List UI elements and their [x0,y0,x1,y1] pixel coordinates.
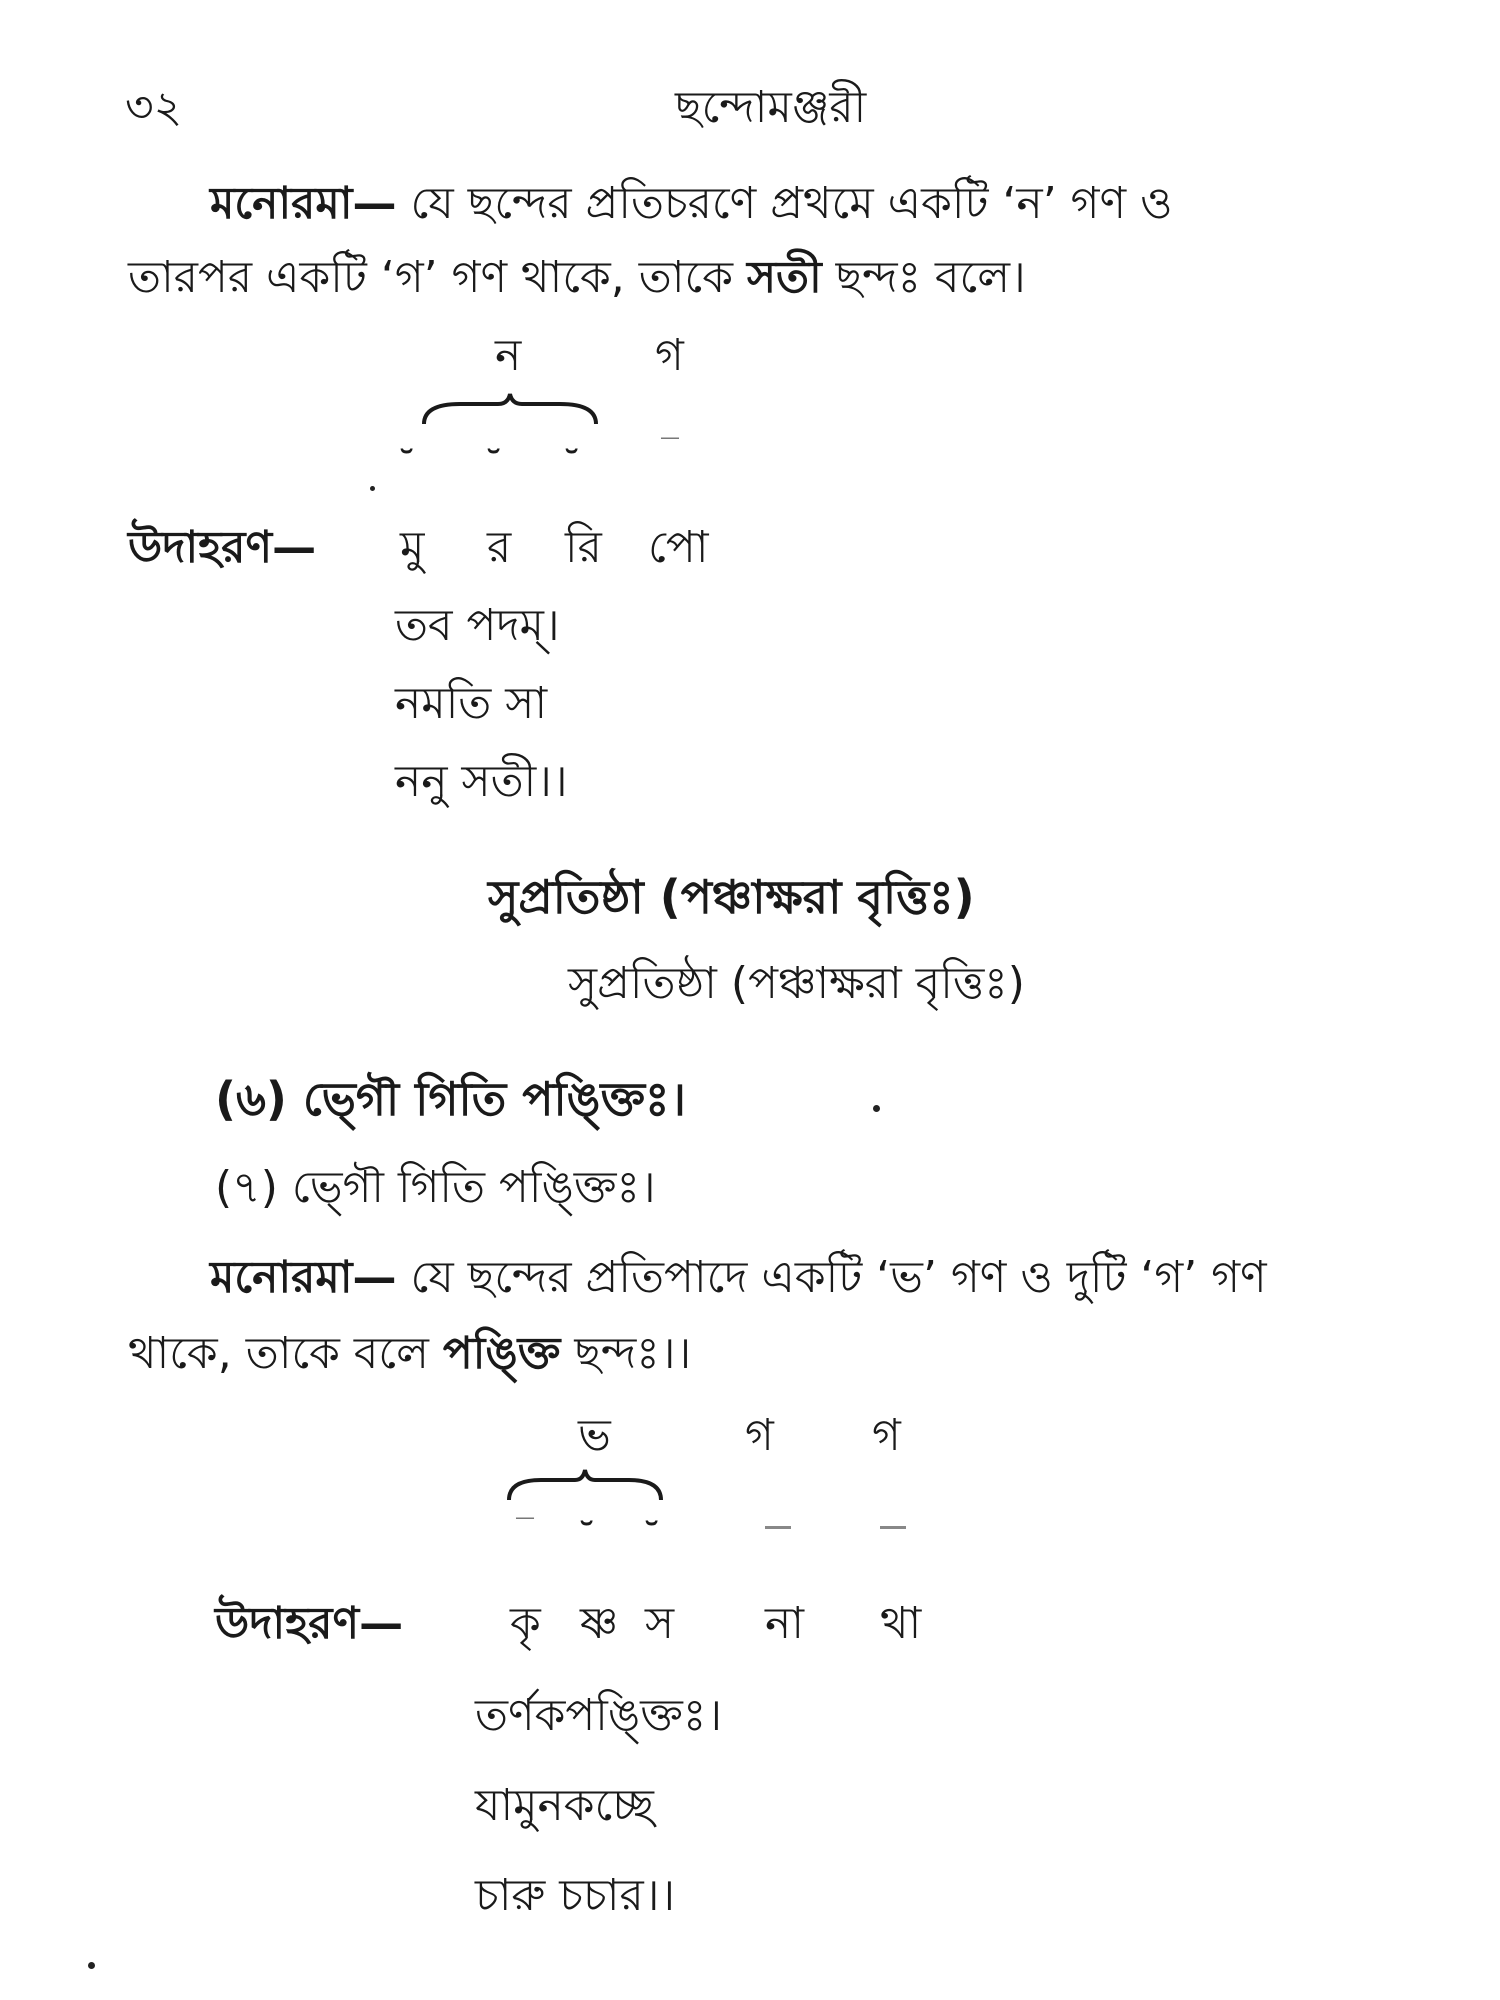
long-mark: — [515,1505,535,1529]
gana-brace [505,1468,665,1504]
section-title-bengali: সুপ্রতিষ্ঠা (পঞ্চাক্ষরা বৃত্তিঃ) [568,958,1025,1009]
gana-ga-label-2: গ [872,1410,901,1461]
section-title-sanskrit: সুপ্রতিষ্ঠা (পঞ্চাক্ষরা বৃত্তিঃ) [488,870,975,924]
sati-verse-line-4: ননু সতী।। [395,756,568,807]
sati-syllable-1: মু [400,522,425,573]
pankti-verse-line-2: তর্ণকপঙ্ক্তিঃ। [475,1690,723,1741]
short-mark-1: ⏑ [400,428,414,474]
print-speck [370,486,375,491]
sati-syllable-3: রি [565,522,602,573]
pankti-verse-line-3: যামুনকচ্ছে [475,1780,654,1831]
pankti-para-text2b: ছন্দঃ।। [560,1328,692,1379]
pankti-para-text1: যে ছন্দের প্রতিপাদে একটি ‘ভ’ গণ ও দুটি ‘গ’ গণ [396,1252,1267,1303]
short-mark-2: ⏑ [487,428,501,474]
sati-verse-line-2: তব পদম্। [395,600,560,651]
gana-na-label: ন [495,330,522,381]
pankti-syllable-4: না [765,1598,805,1649]
sati-para-text1: যে ছন্দের প্রতিচরণে প্রথমে একটি ‘ন’ গণ ও [396,178,1173,229]
gana-brace [420,392,600,428]
sati-name: সতী [746,252,822,303]
print-speck [88,1962,95,1969]
gana-ga-label-1: গ [745,1410,774,1461]
pankti-verse-line-4: চারু চচার।। [475,1870,676,1921]
pankti-syllable-1: কৃ [510,1598,541,1649]
pankti-syllable-3: স [645,1598,675,1649]
pankti-para-text2a: থাকে, তাকে বলে [128,1328,443,1379]
long-mark-dash [880,1526,906,1529]
pankti-syllable-5: থা [880,1598,922,1649]
sati-verse-line-3: নমতি সা [395,678,548,729]
short-mark-2: ⏑ [645,1500,659,1546]
page-number: ৩২ [125,82,183,133]
short-mark-3: ⏑ [565,428,579,474]
pankti-name: পঙ্ক্তি [442,1328,561,1379]
sati-para-text2a: তারপর একটি ‘গ’ গণ থাকে, তাকে [128,252,747,303]
manorama-label: মনোরমা— [210,178,397,229]
pankti-para-line1 [210,1252,1267,1305]
gana-bha-label: ভ [578,1410,611,1461]
gana-ga-label: গ [655,330,684,381]
print-speck [873,1105,880,1112]
sati-para-line2 [128,252,1026,305]
sati-para-text2b: ছন্দঃ বলে। [821,252,1026,303]
sati-para-line1 [210,178,1172,231]
sati-syllable-4: পো [648,522,709,573]
manorama-label: মনোরমা— [210,1252,397,1303]
sutra-sanskrit: (৬) ভ্গৌ গিতি পঙ্ক্তিঃ। [215,1072,687,1126]
pankti-example-label: উদাহরণ— [215,1598,404,1649]
sati-example-label: উদাহরণ— [128,522,317,573]
long-mark: — [660,425,680,449]
long-mark-dash [765,1526,791,1529]
running-title: ছন্দোমঞ্জরী [675,82,867,133]
sutra-bengali: (৭) ভ্গৌ গিতি পঙ্ক্তিঃ। [215,1162,656,1213]
pankti-syllable-2: ষ্ণ [580,1598,619,1649]
pankti-para-line2 [128,1328,691,1381]
short-mark-1: ⏑ [580,1500,594,1546]
sati-syllable-2: র [487,522,512,573]
